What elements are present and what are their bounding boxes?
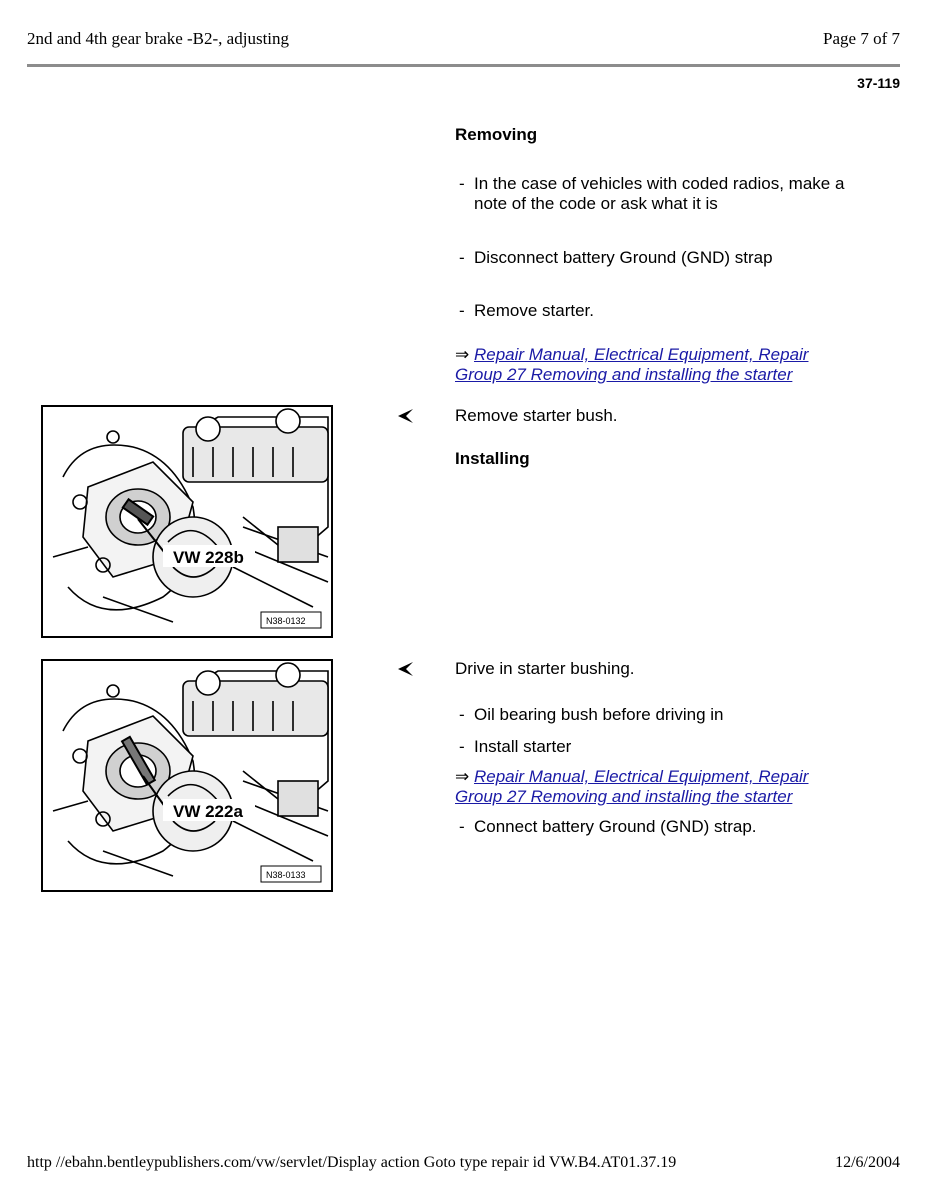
tool-label-vw222a: VW 222a [173,802,243,821]
removing-heading: Removing [455,125,538,144]
repair-manual-reference-1 [455,345,865,385]
bullet-dash: - [459,301,465,320]
bullet-dash: - [459,705,465,724]
bullet-dash: - [459,737,465,756]
repair-manual-reference-2 [455,767,865,807]
figure-drive-in-bushing [41,659,333,892]
transmission-illustration-1 [43,407,331,636]
drive-bushing-step: Drive in starter bushing. [455,659,635,678]
figure-remove-starter-bush [41,405,333,638]
installing-heading: Installing [455,449,530,468]
reference-arrow-icon: ⇒ [455,767,470,786]
step-text: Install starter [474,737,572,756]
step-text: Disconnect battery Ground (GND) strap [474,248,773,267]
bullet-dash: - [459,248,465,267]
transmission-illustration-2 [43,661,331,890]
footer-url: http //ebahn.bentleypublishers.com/vw/servlet/Display action Goto type repair id VW.B4.AT01.37.19 [27,1154,677,1171]
bullet-dash: - [459,817,465,836]
reference-link-line-2[interactable]: Group 27 Removing and installing the starter [455,787,793,806]
reference-arrow-icon: ⇒ [455,345,470,364]
reference-link-line-1[interactable]: Repair Manual, Electrical Equipment, Repair [473,345,809,364]
step-text: Connect battery Ground (GND) strap. [474,817,757,836]
page-number: Page 7 of 7 [823,29,900,48]
figure-pointer-icon [397,661,415,677]
footer-date: 12/6/2004 [835,1154,900,1171]
reference-link-line-2[interactable]: Group 27 Removing and installing the starter [455,365,793,384]
document-title: 2nd and 4th gear brake -B2-, adjusting [27,29,290,48]
tool-label-vw228b: VW 228b [173,548,244,567]
step-text: In the case of vehicles with coded radios, make a note of the code or ask what it is [474,174,845,213]
bullet-dash: - [459,174,465,193]
page-footer [27,1154,900,1172]
page-code: 37-119 [857,75,900,91]
figure-code-2: N38-0133 [266,870,306,880]
remove-bush-step: Remove starter bush. [455,406,618,425]
figure-pointer-icon [397,408,415,424]
header-divider [27,64,900,67]
figure-code-1: N38-0132 [266,616,306,626]
reference-link-line-1[interactable]: Repair Manual, Electrical Equipment, Repair [473,767,809,786]
step-text: Remove starter. [474,301,594,320]
step-text: Oil bearing bush before driving in [474,705,724,724]
